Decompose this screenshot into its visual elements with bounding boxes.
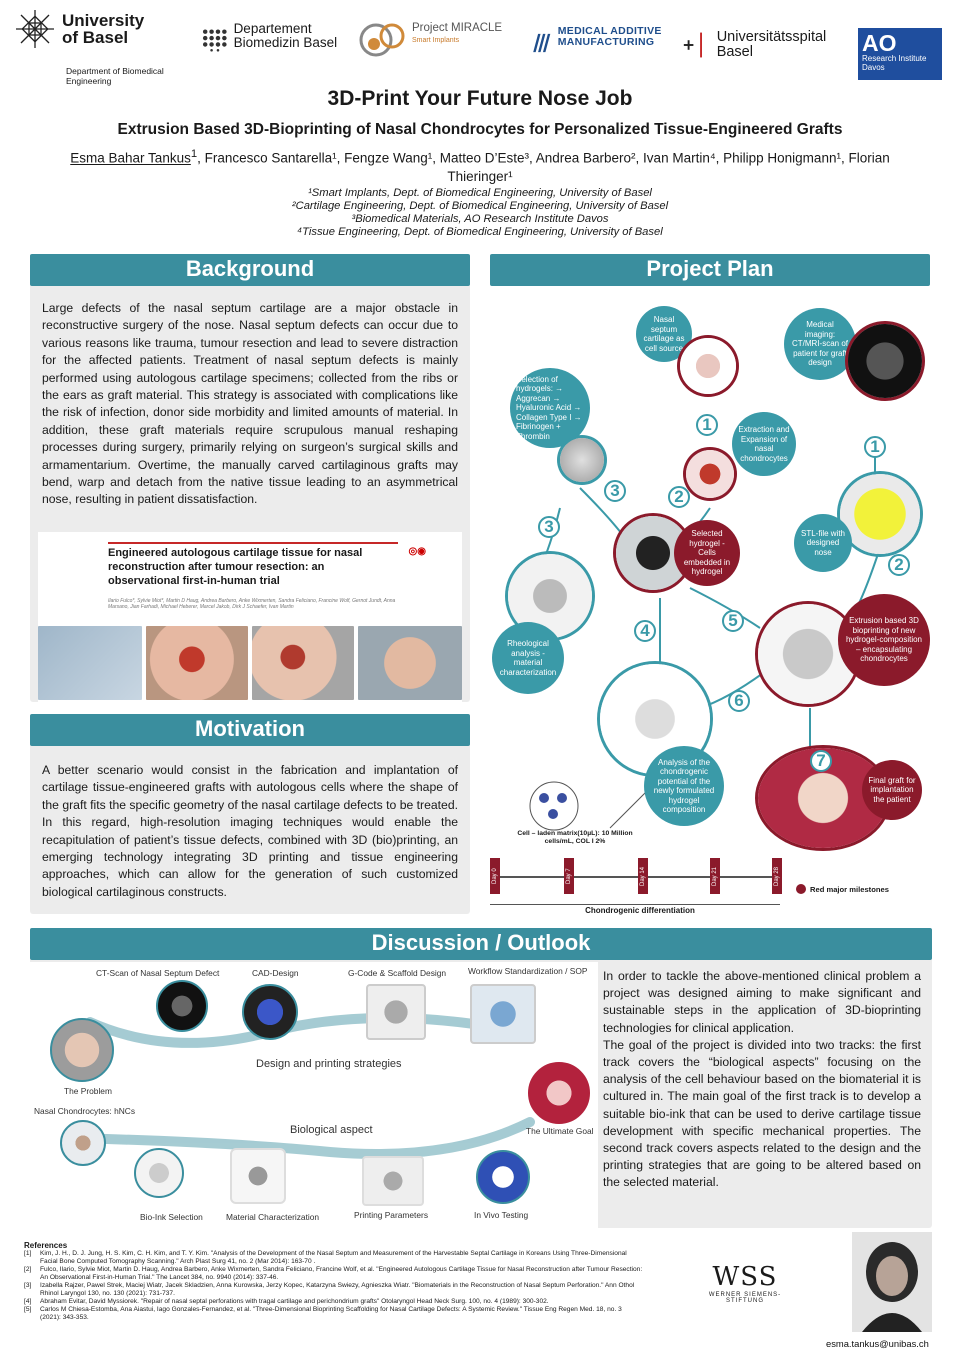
logo-bar (10, 8, 950, 90)
motivation-text: A better scenario would consist in the fabrication and implantation of cartilage tissue-engineered grafts with autologous cells where the shape of the graft fits the specific geometry of the nasal cartilage defects to be treated. In this regard, high-resolution imaging techniques would enable the recapitulation of patient’s tissue defects, combined with 3D (bio)printing, an emerging technology integrating 3D printing and tissue engineering approaches, which can allow for the generation of such customized biological cartilaginous constructs. (42, 763, 458, 899)
reference-item: [5] Carlos M Chiesa-Estomba, Ana Aiastui, Iago Gonzales-Fernandez, et al. "Three-Dimensional Bioprinting Scaffolding for Nasal Cartilage Defects: A Systemic Review." Tissue Eng Regen Med. 18, no. 3 (2021): 343-353. (24, 1306, 622, 1321)
biological-label: Biological aspect (290, 1124, 373, 1136)
affiliation: ¹Smart Implants, Dept. of Biomedical Engineering, University of Basel (308, 186, 652, 199)
matrix-label: Cell – laden matrix(10µL): 10 Million cells/mL, COL I 2% (517, 830, 633, 845)
plan-node-expansion: Extraction and Expansion of nasal chondrocytes (732, 412, 796, 476)
goal-label: The Ultimate Goal (526, 1126, 594, 1136)
usb-name: Universitätsspital Basel (716, 29, 827, 60)
step-number: 2 (888, 554, 910, 576)
timeline-label: Chondrogenic differentiation (585, 906, 695, 915)
mam-name: MEDICAL ADDITIVE MANUFACTURING (557, 25, 662, 48)
printing-photo (362, 1156, 424, 1206)
reference-item: [3] Izabella Rajzer, Pawel Strek, Maciej Wiatr, Jacek Skladzien, Anna Kurowska, Jerzy Kopec, Katarzyna Swiezy, Agnieszka Wiatr. "Biomaterials in the Reconstruction of Nasal Septum Perforation." Ann Othol Rhinol Laryngol 130, no. 130 (2021): 731-737. (24, 1282, 635, 1297)
author-email[interactable]: esma.tankus@unibas.ch (826, 1338, 929, 1349)
reference-item: [1] Kim, J. H., D. J. Jung, H. S. Kim, C. H. Kim, and T. Y. Kim. "Analysis of the Development of the Nasal Septum and Measurement of the Harvestable Septal Cartilage in Koreans Using Three-Dimensional Facial Bone Computed Tomography Scanning." Arch Plast Surg 41, no. 2 (Mar 2014): 163-70 . (24, 1250, 627, 1265)
fig-top-label: CT-Scan of Nasal Septum Defect (96, 968, 220, 978)
dbm-name: Departement Biomedizin Basel (233, 21, 338, 50)
goal-photo (528, 1062, 590, 1124)
fig-bottom-label: In Vivo Testing (474, 1210, 529, 1220)
fig-top-label: Workflow Standardization / SOP (468, 966, 588, 976)
miracle-tagline: Smart Implants (412, 37, 460, 44)
affiliation: ²Cartilage Engineering, Dept. of Biomedical Engineering, University of Basel (291, 199, 669, 212)
timeline-axis (490, 876, 780, 878)
dbm-dots-icon (202, 22, 228, 58)
design-strategies-label: Design and printing strategies (256, 1058, 402, 1070)
motivation-heading: Motivation (30, 714, 470, 746)
unibas-department: Department of Biomedical Engineering (66, 66, 164, 86)
step-number: 3 (604, 480, 626, 502)
mam-stripes-icon (532, 26, 553, 60)
ao-small: Research Institute Davos (862, 54, 927, 72)
fig-bottom-label: Bio-Ink Selection (140, 1212, 203, 1222)
references-heading: References (24, 1241, 68, 1250)
usb-mark-icon (680, 30, 709, 60)
discussion-panel (30, 928, 932, 1228)
problem-photo (50, 1018, 114, 1082)
affiliation: ⁴Tissue Engineering, Dept. of Biomedical Engineering, University of Basel (297, 225, 663, 238)
cad-photo (242, 984, 298, 1040)
legend-label: Red major milestones (810, 885, 889, 894)
unibas-name: University of Basel (62, 11, 145, 47)
project-plan-heading: Project Plan (490, 254, 930, 286)
ao-logo (858, 28, 942, 80)
fig-bottom-label: Material Characterization (226, 1212, 320, 1222)
timeline-day: Day 14 (638, 858, 648, 894)
background-panel (30, 254, 470, 702)
affiliation: ³Biomedical Materials, AO Research Institute Davos (351, 212, 609, 225)
bioink-photo (134, 1148, 184, 1198)
author-portrait (852, 1232, 932, 1332)
step-number: 5 (722, 610, 744, 632)
invivo-photo (476, 1150, 530, 1204)
miracle-logo (358, 16, 528, 64)
article-figure (38, 532, 462, 702)
step-number: 7 (810, 750, 832, 772)
discussion-text (603, 968, 921, 1192)
reference-item: [2] Fulco, Ilario, Sylvie Miot, Martin D. Haug, Andrea Barbero, Anke Wixmerten, Sandra Feliciano, Francine Wolf, et al. "Engineered Autologous Cartilage Tissue for Nasal Reconstruction after Tumour Resection: An Observational First-in-Human Trial." The Lancet 384, no. 9940 (2014): 337-46. (24, 1266, 643, 1281)
discussion-paragraph-1: In order to tackle the above-mentioned clinical problem a project was designed aiming to make significant and sustainable steps in the application of 3D-bioprinting technologies for clinical application. (603, 969, 921, 1035)
nose-photo-3 (358, 626, 462, 700)
title-block (40, 86, 920, 239)
ct-scan-photo (156, 980, 208, 1032)
hydrogel-photo (560, 438, 604, 482)
rheometer-figure-photo (230, 1148, 286, 1204)
article-authors: Ilario Fulco*, Sylvie Miot*, Martin D Haug, Andrea Barbero, Anke Wixmerten, Sandra Feliciano, Francine Wolf, Gernot Jundt, Anna Marsano, Jian Farhadi, Michael Heberer, Marcel Jakob, Dirk J Schaefer, Ivan Martin (108, 598, 396, 610)
poster-subtitle: Extrusion Based 3D-Bioprinting of Nasal Chondrocytes for Personalized Tissue-Engineered Grafts (117, 121, 843, 138)
step-number: 6 (728, 690, 750, 712)
wss-small: WERNER SIEMENS-STIFTUNG (708, 1292, 782, 1304)
sop-photo (470, 984, 536, 1044)
wss-logo (690, 1262, 800, 1304)
article-rule (108, 542, 398, 544)
ct-scan-image (848, 324, 922, 398)
discussion-paragraph-2: The goal of the project is divided into two tracks: the first track covers the “biological aspects” focusing on the analysis of the cell behaviour based on the biomaterial it is cultured in. The main goal of the first track is to develop a suitable bio-ink that can be used to derive cartilage tissue development with specific mechanical properties. The second track covers aspects related to the design and the printing strategies that are going to be altered based on the selected material. (603, 1037, 921, 1190)
reference-item: [4] Abraham Evitar, David Myssiorek. "Repair of nasal septal perforations with tragal cartilage and perichondrium grafts" Otolaryngol Head Neck Surg. 100, no. 4 (1989): 300-302. (24, 1298, 549, 1305)
printer-photo (366, 984, 426, 1040)
graft-photo (38, 626, 142, 700)
motivation-panel (30, 714, 470, 914)
plan-node-final: Final graft for implantation the patient (862, 760, 922, 820)
matrix-diagram (526, 778, 596, 834)
hncs-photo (60, 1120, 106, 1166)
first-author-sup: 1 (190, 148, 198, 160)
step-number: 4 (634, 620, 656, 642)
step-number: 1 (864, 436, 886, 458)
plan-node-bioprinting: Extrusion based 3D bioprinting of new hydrogel-composition – encapsulating chondrocytes (838, 594, 930, 686)
step-number: 3 (538, 516, 560, 538)
fig-bottom-label: Printing Parameters (354, 1210, 429, 1220)
discussion-heading: Discussion / Outlook (30, 928, 932, 960)
timeline-day: Day 0 (490, 858, 500, 894)
plan-node-stl: STL-file with designed nose (794, 514, 852, 572)
dbm-logo (202, 22, 352, 58)
mam-logo (532, 26, 682, 60)
author-list (40, 145, 920, 186)
background-text: Large defects of the nasal septum cartilage are a major obstacle in reconstructive surgery of the nose. Nasal septum defects can occur due to various reasons like trauma, tumour resection and lead to severe distraction for the affected patients. Treatment of nasal septum defects is mainly performed using autologous cartilage specimens; collected from the ribs or the ears as graft material. This strategy is associated with complications like the risk of infection, donor side morbidity and limited amounts of material. In addition, these graft materials require scrupulous manual reshaping processes during surgery, primarily relying on surgeon’s surgical skills and armamentarium. Overtime, the manually carved cartilaginous grafts may bend, warp and detach from the native tissue leading to an asymmetrical nose, resulting in patient dissatisfaction. (42, 301, 458, 507)
plan-node-selected: Selected hydrogel - Cells embedded in hydrogel (674, 520, 740, 586)
discussion-figure (30, 962, 598, 1228)
plan-node-rheology: Rheological analysis - material characterization (492, 622, 564, 694)
poster-title: 3D-Print Your Future Nose Job (327, 87, 633, 110)
lancet-badge-icon: ◎◉ (408, 546, 426, 557)
timeline (490, 854, 930, 914)
hncs-label: Nasal Chondrocytes: hNCs (34, 1106, 136, 1116)
unibas-crest-icon (14, 8, 56, 50)
miracle-gear-icon (358, 16, 406, 64)
timeline-day: Day 28 (772, 858, 782, 894)
miracle-name: Project MIRACLE Smart Implants (412, 22, 503, 44)
plan-node-hydrogels: Selection of hydrogels: → Aggrecan → Hyaluronic Acid → Collagen Type I → Fibrinogen + Thrombin (510, 368, 590, 448)
stl-nose-model (840, 474, 920, 554)
unibas-logo (14, 8, 184, 86)
project-plan-panel (490, 254, 930, 914)
nose-photo-1 (146, 626, 248, 700)
article-title: Engineered autologous cartilage tissue for nasal reconstruction after tumour resection: an observational first-in-human trial (108, 547, 363, 587)
cartilage-photo (680, 338, 736, 394)
portrait-image (852, 1232, 932, 1332)
fig-top-label: CAD-Design (252, 968, 299, 978)
milestone-dot-icon (796, 884, 806, 894)
plan-node-imaging: Medical imaging: CT/MRI-scan of patient for graft design (784, 308, 856, 380)
step-number: 1 (696, 414, 718, 436)
timeline-bracket (490, 904, 780, 905)
culture-flask-photo (686, 450, 734, 498)
step-number: 2 (668, 486, 690, 508)
problem-label: The Problem (64, 1086, 112, 1096)
plan-node-chondro: Analysis of the chondrogenic potential of the newly formulated hydrogel composition (644, 746, 724, 826)
ao-big: AO (862, 30, 897, 56)
fig-top-label: G-Code & Scaffold Design (348, 968, 447, 978)
first-author: Esma Bahar Tankus (70, 150, 191, 166)
plan-node-cell-source: Nasal septum cartilage as cell source (636, 306, 692, 362)
background-heading: Background (30, 254, 470, 286)
affiliations (40, 187, 920, 239)
usb-logo (680, 30, 860, 60)
other-authors: , Francesco Santarella¹, Fengze Wang¹, Matteo D’Este³, Andrea Barbero², Ivan Martin⁴, Philipp Honigmann¹, Florian Thieringer¹ (197, 150, 890, 184)
timeline-day: Day 21 (710, 858, 720, 894)
timeline-day: Day 7 (564, 858, 574, 894)
nose-photo-2 (252, 626, 354, 700)
references (24, 1242, 644, 1322)
wss-big: WSS (712, 1262, 778, 1292)
